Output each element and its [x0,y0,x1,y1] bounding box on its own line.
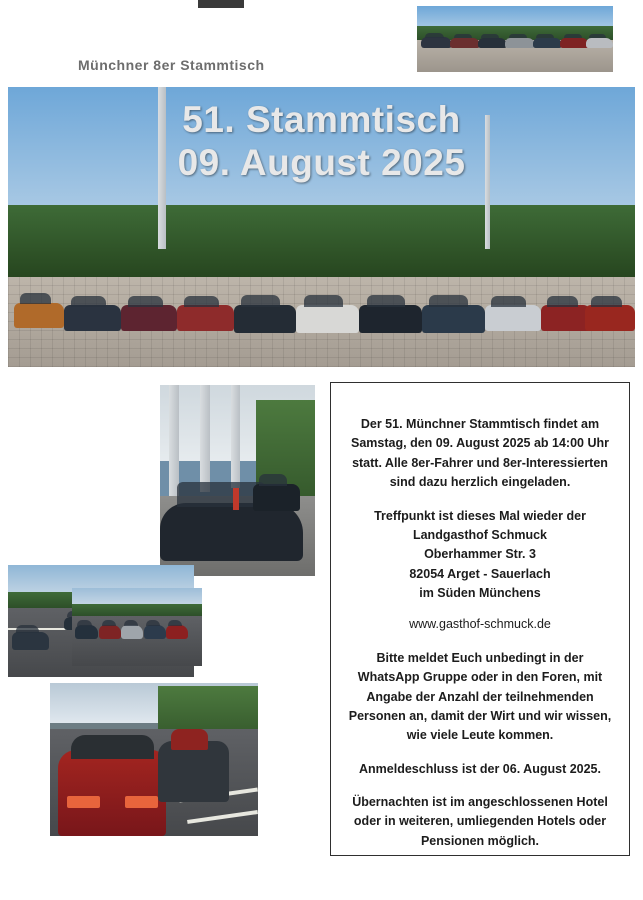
top-tab-marker [198,0,244,8]
hero-title-line-2: 09. August 2025 [177,141,466,183]
hero-title-line-1: 51. Stammtisch [182,99,461,140]
info-paragraph-accommodation: Übernachten ist im angeschlossenen Hotel oder in weiteren, umliegenden Hotels oder Pensionen möglich. [352,795,608,848]
photo-top-right [417,6,613,72]
photo-mid-left [160,385,315,576]
hero-banner [8,87,635,367]
venue-region: im Süden Münchens [419,586,541,600]
venue-website-link[interactable]: www.gasthof-schmuck.de [409,617,551,632]
venue-city: 82054 Arget - Sauerlach [409,566,551,581]
info-paragraph-details: Der 51. Münchner Stammtisch findet am Samstag, den 09. August 2025 ab 14:00 Uhr statt. Alle 8er-Fahrer und 8er-Interessierten sind dazu herzlich eingeladen. [351,417,609,490]
event-info-box [330,382,630,856]
venue-intro: Treffpunkt ist dieses Mal wieder der [374,508,586,523]
page-title: Münchner 8er Stammtisch [78,57,265,73]
info-paragraph-registration: Bitte meldet Euch unbedingt in der WhatsApp Gruppe oder in den Foren, mit Angabe der Anzahl der teilnehmenden Personen an, damit der Wirt und wir wissen, wie viele Leute kommen. [348,650,612,743]
photo-bottom [50,683,258,836]
venue-street: Oberhammer Str. 3 [424,547,536,562]
photo-strip [72,588,202,666]
info-paragraph-deadline: Anmeldeschluss ist der 06. August 2025. [359,761,601,776]
venue-name: Landgasthof Schmuck [412,527,548,542]
info-paragraph-venue [347,507,613,604]
